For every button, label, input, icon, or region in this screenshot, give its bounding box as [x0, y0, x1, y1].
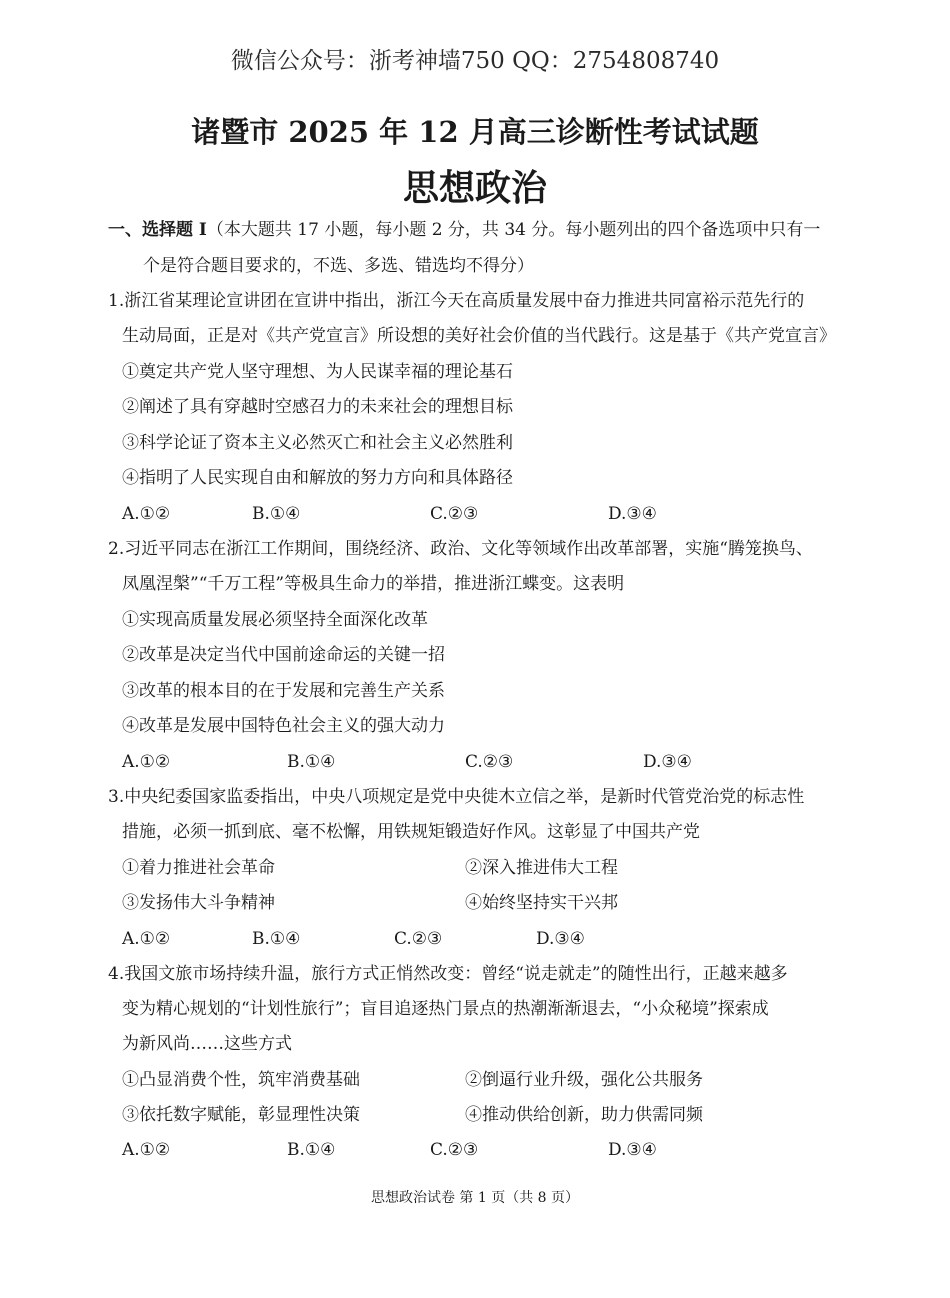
question-stem-line: 2.习近平同志在浙江工作期间，围绕经济、政治、文化等领域作出改革部署，实施“腾笼换鸟、 [108, 539, 813, 559]
section-heading-line [108, 219, 820, 241]
statement-item: ④指明了人民实现自由和解放的努力方向和具体路径 [122, 468, 513, 488]
question-stem-line: 变为精心规划的“计划性旅行”；盲目追逐热门景点的热潮渐渐退去，“小众秘境”探索成 [122, 999, 769, 1019]
choice-c[interactable]: C.②③ [430, 504, 479, 524]
choice-d[interactable]: D.③④ [536, 929, 585, 949]
choice-b[interactable]: B.①④ [287, 752, 336, 772]
question-stem-line: 3.中央纪委国家监委指出，中央八项规定是党中央徙木立信之举，是新时代管党治党的标志性 [108, 787, 805, 807]
choice-a[interactable]: A.①② [122, 929, 171, 949]
choice-b[interactable]: B.①④ [252, 504, 301, 524]
choice-d[interactable]: D.③④ [608, 504, 657, 524]
statement-item: ③改革的根本目的在于发展和完善生产关系 [122, 681, 445, 701]
question-stem-line: 4.我国文旅市场持续升温，旅行方式正悄然改变：曾经“说走就走”的随性出行，正越来越多 [108, 964, 788, 984]
choice-a[interactable]: A.①② [122, 1140, 171, 1160]
statement-item: ④推动供给创新，助力供需同频 [465, 1105, 703, 1125]
choice-d[interactable]: D.③④ [608, 1140, 657, 1160]
statement-item: ①奠定共产党人坚守理想、为人民谋幸福的理论基石 [122, 362, 513, 382]
choice-c[interactable]: C.②③ [430, 1140, 479, 1160]
statement-item: ①实现高质量发展必须坚持全面深化改革 [122, 610, 428, 630]
statement-item: ③依托数字赋能，彰显理性决策 [122, 1105, 360, 1125]
watermark-text: 微信公众号：浙考神墙750 QQ：2754808740 [230, 48, 720, 74]
statement-item: ②阐述了具有穿越时空感召力的未来社会的理想目标 [122, 397, 513, 417]
page-footer: 思想政治试卷 第 1 页（共 8 页） [370, 1190, 580, 1206]
section-instructions-1: （本大题共 17 小题，每小题 2 分，共 34 分。每小题列出的四个备选项中只有一 [206, 220, 821, 240]
question-stem-line: 措施，必须一抓到底、毫不松懈，用铁规矩锻造好作风。这彰显了中国共产党 [122, 822, 700, 842]
statement-item: ①着力推进社会革命 [122, 858, 275, 878]
choice-c[interactable]: C.②③ [394, 929, 443, 949]
subject-title: 思想政治 [402, 167, 547, 209]
statement-item: ②深入推进伟大工程 [465, 858, 618, 878]
question-stem-line: 1.浙江省某理论宣讲团在宣讲中指出，浙江今天在高质量发展中奋力推进共同富裕示范先行的 [108, 291, 805, 311]
choice-a[interactable]: A.①② [122, 752, 171, 772]
choice-a[interactable]: A.①② [122, 504, 171, 524]
choice-d[interactable]: D.③④ [643, 752, 692, 772]
statement-item: ③科学论证了资本主义必然灭亡和社会主义必然胜利 [122, 433, 513, 453]
question-stem-line: 凤凰涅槃”“千万工程”等极具生命力的举措，推进浙江蝶变。这表明 [122, 574, 625, 594]
section-label: 一、选择题 I [108, 220, 207, 240]
question-stem-line: 生动局面，正是对《共产党宣言》所设想的美好社会价值的当代践行。这是基于《共产党宣言》 [122, 326, 836, 346]
statement-item: ①凸显消费个性，筑牢消费基础 [122, 1070, 360, 1090]
exam-title: 诸暨市 2025 年 12 月高三诊断性考试试题 [191, 115, 759, 149]
statement-item: ④始终坚持实干兴邦 [465, 893, 618, 913]
statement-item: ②倒逼行业升级，强化公共服务 [465, 1070, 703, 1090]
choice-b[interactable]: B.①④ [287, 1140, 336, 1160]
statement-item: ②改革是决定当代中国前途命运的关键一招 [122, 645, 445, 665]
statement-item: ④改革是发展中国特色社会主义的强大动力 [122, 716, 445, 736]
choice-b[interactable]: B.①④ [252, 929, 301, 949]
statement-item: ③发扬伟大斗争精神 [122, 893, 275, 913]
question-stem-line: 为新风尚……这些方式 [122, 1034, 292, 1054]
choice-c[interactable]: C.②③ [465, 752, 514, 772]
section-instructions-2: 个是符合题目要求的，不选、多选、错选均不得分） [143, 256, 534, 276]
